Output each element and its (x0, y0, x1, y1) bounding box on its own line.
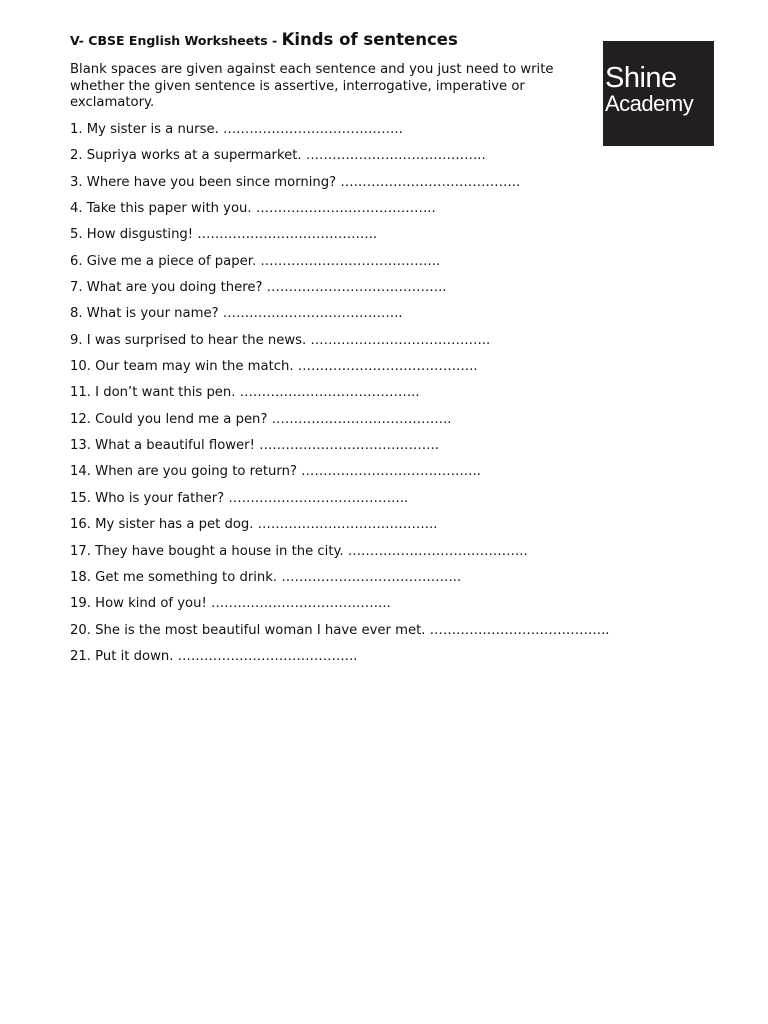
question-text: 13. What a beautiful flower! (70, 438, 255, 454)
title-prefix: V- CBSE English Worksheets - (70, 33, 282, 48)
question-text: 15. Who is your father? (70, 490, 225, 506)
question-item (70, 147, 710, 173)
answer-blank: ………………………………….. (228, 490, 409, 506)
question-item (70, 358, 710, 384)
question-text: 7. What are you doing there? (70, 280, 263, 296)
answer-blank: ………………………………….. (257, 517, 438, 533)
question-item (70, 463, 710, 489)
answer-blank: ………………………………….. (347, 543, 528, 559)
answer-blank: ………………………………….. (197, 227, 378, 243)
question-item (70, 595, 710, 621)
question-item (70, 516, 710, 542)
question-item (70, 279, 710, 305)
answer-blank: ………………………………….. (177, 648, 358, 664)
question-text: 12. Could you lend me a pen? (70, 411, 268, 427)
answer-blank: ………………………………….. (255, 201, 436, 217)
question-text: 10. Our team may win the match. (70, 359, 294, 375)
question-text: 18. Get me something to drink. (70, 569, 278, 585)
question-item (70, 174, 710, 200)
answer-blank: ………………………………….. (259, 438, 439, 454)
question-item (70, 648, 710, 674)
question-text: 5. How disgusting! (70, 227, 194, 243)
question-item (70, 543, 710, 569)
answer-blank: ………………………………….. (301, 464, 481, 480)
question-text: 17. They have bought a house in the city. (70, 543, 344, 559)
question-text: 11. I don’t want this pen. (70, 385, 236, 401)
answer-blank: ………………………………….. (429, 622, 610, 638)
answer-blank: ………………………………….. (239, 385, 420, 401)
answer-blank: ………………………………….. (310, 332, 491, 348)
answer-blank: ………………………………….. (222, 306, 403, 322)
question-text: 20. She is the most beautiful woman I have ever met. (70, 622, 426, 638)
question-text: 19. How kind of you! (70, 596, 207, 612)
question-item (70, 332, 710, 358)
question-item (70, 569, 710, 595)
answer-blank: ………………………………….. (266, 280, 447, 296)
answer-blank: ………………………………….. (340, 174, 521, 190)
answer-blank: ………………………………….. (271, 411, 452, 427)
question-item (70, 253, 710, 279)
answer-blank: ………………………………….. (210, 596, 391, 612)
question-text: 14. When are you going to return? (70, 464, 297, 480)
title-main: Kinds of sentences (281, 30, 458, 49)
question-text: 8. What is your name? (70, 306, 219, 322)
question-item (70, 490, 710, 516)
question-text: 2. Supriya works at a supermarket. (70, 148, 302, 164)
question-text: 9. I was surprised to hear the news. (70, 332, 307, 348)
question-text: 6. Give me a piece of paper. (70, 253, 257, 269)
question-list (70, 121, 710, 674)
question-item (70, 622, 710, 648)
answer-blank: ………………………………….. (305, 148, 486, 164)
question-item (70, 121, 710, 147)
question-item (70, 200, 710, 226)
logo-text-academy: Academy (605, 91, 694, 116)
question-item (70, 226, 710, 252)
answer-blank: ………………………………….. (281, 569, 462, 585)
answer-blank: ………………………………….. (222, 122, 403, 137)
question-text: 3. Where have you been since morning? (70, 174, 337, 190)
question-item (70, 411, 710, 437)
logo-text-shine: Shine (605, 62, 677, 94)
answer-blank: ………………………………….. (297, 359, 478, 375)
instructions-text: Blank spaces are given against each sentence and you just need to write whether the given sentence is assertive, interrogative, imperative or exclamatory. (70, 62, 554, 110)
question-text: 1. My sister is a nurse. (70, 122, 219, 137)
answer-blank: ………………………………….. (260, 253, 441, 269)
question-text: 16. My sister has a pet dog. (70, 517, 254, 533)
question-text: 4. Take this paper with you. (70, 201, 252, 217)
question-item (70, 305, 710, 331)
question-text: 21. Put it down. (70, 648, 174, 664)
question-item (70, 384, 710, 410)
worksheet-title (70, 30, 590, 49)
question-item (70, 437, 710, 463)
